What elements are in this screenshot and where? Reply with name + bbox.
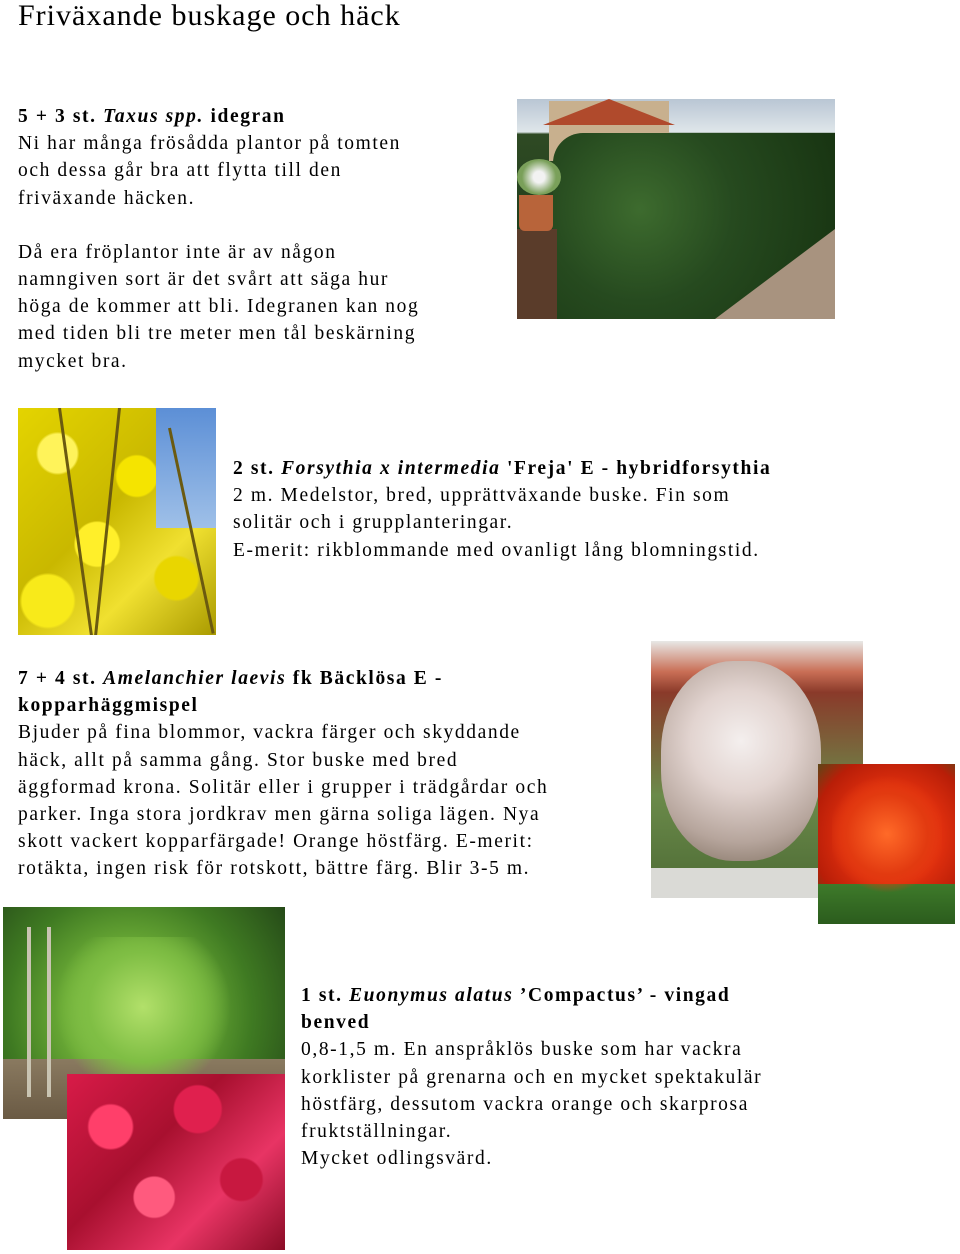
euonymus-cultivar: ’Compactus’ - vingad — [519, 985, 731, 1006]
taxus-text-line: höga de kommer att bli. Idegranen kan nog — [18, 296, 420, 318]
forsythia-heading — [233, 455, 933, 482]
amelanchier-autumn-photo — [818, 764, 955, 924]
forsythia-section — [233, 455, 933, 564]
amelanchier-text-line: parker. Inga stora jordkrav men gärna soliga lägen. Nya — [18, 804, 541, 826]
taxus-latin-name: Taxus spp. — [103, 106, 204, 127]
taxus-text-line: mycket bra. — [18, 350, 128, 372]
page-title: Friväxande buskage och häck — [18, 0, 401, 32]
euonymus-count: 1 st. — [301, 985, 343, 1006]
taxus-text-line: och dessa går bra att flytta till den — [18, 160, 342, 182]
euonymus-text-line: 0,8-1,5 m. En anspråklös buske som har vackra — [301, 1039, 743, 1061]
taxus-count: 5 + 3 st. — [18, 106, 97, 127]
taxus-text-line: namngiven sort är det svårt att säga hur — [18, 269, 390, 291]
amelanchier-text-line: häck, allt på samma gång. Stor buske med bred — [18, 749, 459, 771]
forsythia-latin-name: Forsythia x intermedia — [281, 458, 501, 479]
taxus-text-line: Ni har många frösådda plantor på tomten — [18, 133, 401, 155]
amelanchier-latin-name: Amelanchier laevis — [103, 668, 287, 689]
taxus-text-line: Då era fröplantor inte är av någon — [18, 241, 337, 263]
taxus-section — [18, 103, 508, 375]
taxus-text-line: friväxande häcken. — [18, 187, 196, 209]
taxus-hedge-photo — [517, 99, 835, 319]
amelanchier-cultivar: fk Bäcklösa E - — [292, 668, 443, 689]
amelanchier-common-name: kopparhäggmispel — [18, 695, 199, 717]
euonymus-section — [301, 982, 941, 1172]
forsythia-text-line: solitär och i grupplanteringar. — [233, 512, 514, 534]
euonymus-common-name: benved — [301, 1012, 371, 1034]
amelanchier-count: 7 + 4 st. — [18, 668, 97, 689]
taxus-common-name: idegran — [210, 106, 286, 127]
euonymus-heading — [301, 982, 941, 1009]
forsythia-photo — [18, 408, 216, 635]
taxus-heading — [18, 103, 508, 130]
amelanchier-text-line: äggformad krona. Solitär eller i grupper i trädgårdar och — [18, 776, 549, 798]
euonymus-autumn-photo — [67, 1074, 285, 1250]
amelanchier-heading — [18, 665, 648, 692]
euonymus-text-line: fruktställningar. — [301, 1121, 453, 1143]
euonymus-text-line: höstfärg, dessutom vackra orange och skarprosa — [301, 1093, 749, 1115]
euonymus-latin-name: Euonymus alatus — [349, 985, 514, 1006]
amelanchier-text-line: rotäkta, ingen risk för rotskott, bättre färg. Blir 3-5 m. — [18, 858, 531, 880]
amelanchier-text-line: Bjuder på fina blommor, vackra färger och skyddande — [18, 722, 521, 744]
euonymus-text-line: Mycket odlingsvärd. — [301, 1148, 493, 1170]
taxus-text-line: med tiden bli tre meter men tål beskärning — [18, 323, 417, 345]
forsythia-count: 2 st. — [233, 458, 275, 479]
amelanchier-text-line: skott vackert kopparfärgade! Orange höstfärg. E-merit: — [18, 831, 534, 853]
forsythia-text-line: 2 m. Medelstor, bred, upprättväxande buske. Fin som — [233, 485, 731, 507]
amelanchier-section — [18, 665, 648, 883]
forsythia-cultivar: 'Freja' E - hybridforsythia — [506, 458, 772, 479]
euonymus-text-line: korklister på grenarna och en mycket spektakulär — [301, 1066, 763, 1088]
forsythia-text-line: E-merit: rikblommande med ovanligt lång blomningstid. — [233, 539, 760, 561]
